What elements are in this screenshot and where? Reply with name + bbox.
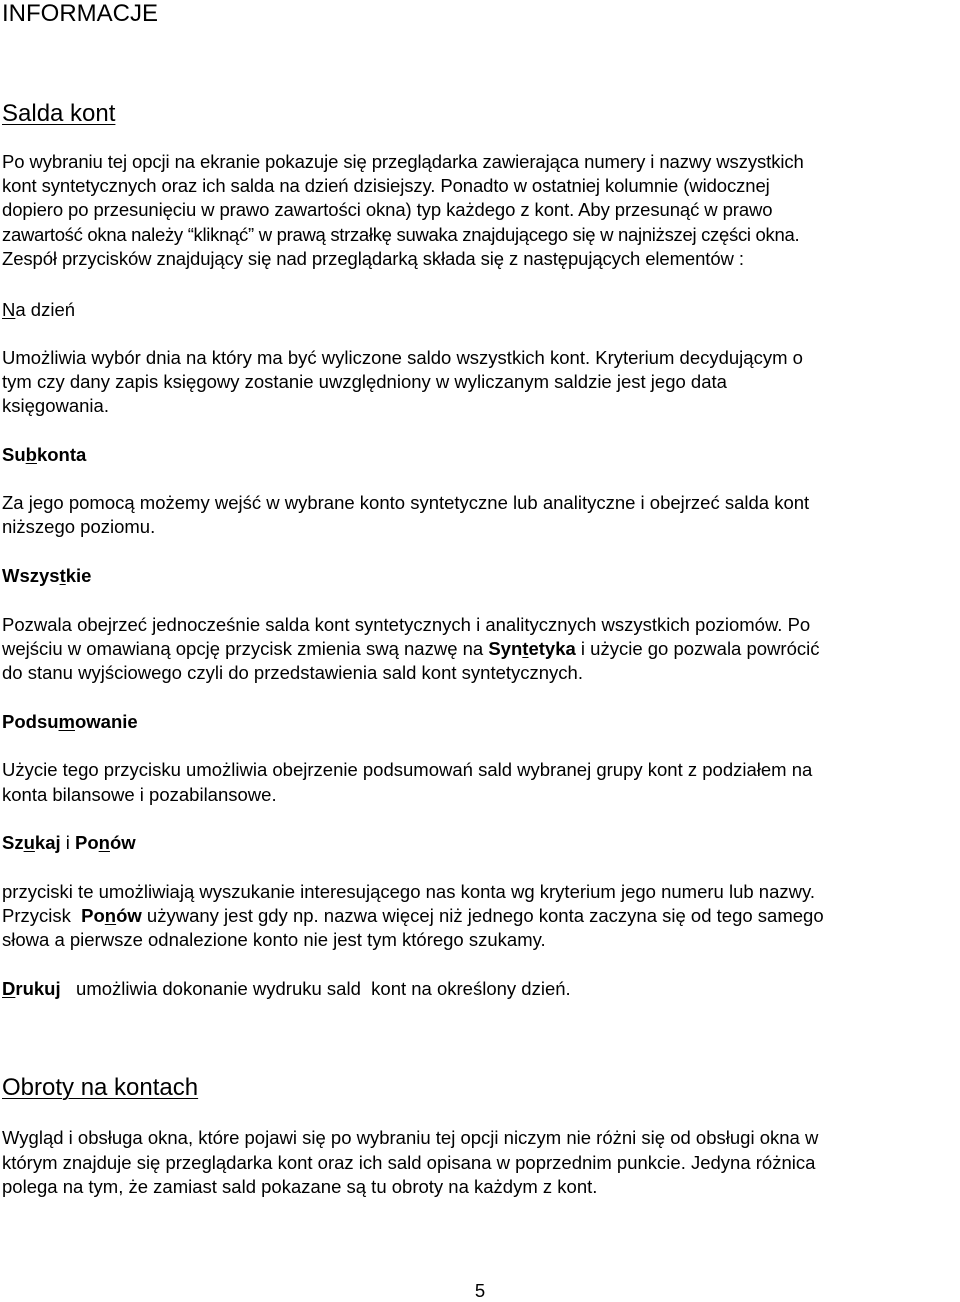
page-number: 5 bbox=[474, 1280, 486, 1301]
paragraph-line: tym czy dany zapis księgowy zostanie uwzględniony w wyliczanym saldzie jest jego data bbox=[2, 371, 727, 392]
paragraph-line: kont syntetycznych oraz ich salda na dzień dzisiejszy. Ponadto w ostatniej kolumnie (widocznej bbox=[2, 175, 770, 196]
paragraph-line: księgowania. bbox=[2, 395, 109, 416]
paragraph-line: Za jego pomocą możemy wejść w wybrane konto syntetyczne lub analityczne i obejrzeć salda kont bbox=[2, 492, 810, 513]
paragraph-line: konta bilansowe i pozabilansowe. bbox=[2, 784, 277, 805]
paragraph-line: Po wybraniu tej opcji na ekranie pokazuje się przeglądarka zawierająca numery i nazwy wszystkich bbox=[2, 151, 804, 172]
paragraph-line: niższego poziomu. bbox=[2, 516, 156, 537]
paragraph-line: Pozwala obejrzeć jednocześnie salda kont syntetycznych i analitycznych wszystkich poziomów. Po bbox=[2, 614, 811, 635]
paragraph-line: do stanu wyjściowego czyli do przedstawienia sald kont syntetycznych. bbox=[2, 662, 583, 683]
paragraph-line: przyciski te umożliwiają wyszukanie interesującego nas konta wg kryterium jego numeru lub nazwy. bbox=[2, 881, 815, 902]
heading-subkonta: Subkonta bbox=[2, 444, 87, 465]
section-title-obroty-na-kontach: Obroty na kontach bbox=[2, 1074, 199, 1101]
heading-szukaj-ponow: Szukaj i Ponów bbox=[2, 832, 136, 853]
paragraph-line: słowa a pierwsze odnalezione konto nie jest tym którego szukamy. bbox=[2, 929, 546, 950]
heading-na-dzien: Na dzień bbox=[2, 299, 76, 320]
paragraph-line: zawartość okna należy “kliknąć” w prawą strzałkę suwaka znajdującego się w najniższej części okna. bbox=[2, 224, 800, 245]
heading-wszystkie: Wszystkie bbox=[2, 565, 92, 586]
heading-podsumowanie: Podsumowanie bbox=[2, 711, 138, 732]
paragraph-line: Przycisk Ponów używany jest gdy np. nazwa więcej niż jednego konta zaczyna się od tego samego bbox=[2, 905, 824, 926]
paragraph-line: polega na tym, że zamiast sald pokazane są tu obroty na każdym z kont. bbox=[2, 1176, 598, 1197]
page-title: INFORMACJE bbox=[2, 0, 158, 27]
paragraph-line: którym znajduje się przeglądarka kont oraz ich sald opisana w poprzednim punkcie. Jedyna różnica bbox=[2, 1152, 816, 1173]
paragraph-line: dopiero po przesunięciu w prawo zawartości okna) typ każdego z kont. Aby przesunąć w prawo bbox=[2, 199, 773, 220]
paragraph-line: Użycie tego przycisku umożliwia obejrzenie podsumowań sald wybranej grupy kont z podziałem na bbox=[2, 759, 813, 780]
paragraph-line: Zespół przycisków znajdujący się nad przeglądarką składa się z następujących elementów : bbox=[2, 248, 744, 269]
paragraph-line: Umożliwia wybór dnia na który ma być wyliczone saldo wszystkich kont. Kryterium decydującym o bbox=[2, 347, 803, 368]
paragraph-line: wejściu w omawianą opcję przycisk zmienia swą nazwę na Syntetyka i użycie go pozwala powrócić bbox=[2, 638, 820, 659]
section-title-salda-kont: Salda kont bbox=[2, 100, 116, 127]
drukuj-line: Drukuj umożliwia dokonanie wydruku sald kont na określony dzień. bbox=[2, 978, 571, 999]
paragraph-line: Wygląd i obsługa okna, które pojawi się po wybraniu tej opcji niczym nie różni się od obsługi okna w bbox=[2, 1127, 819, 1148]
